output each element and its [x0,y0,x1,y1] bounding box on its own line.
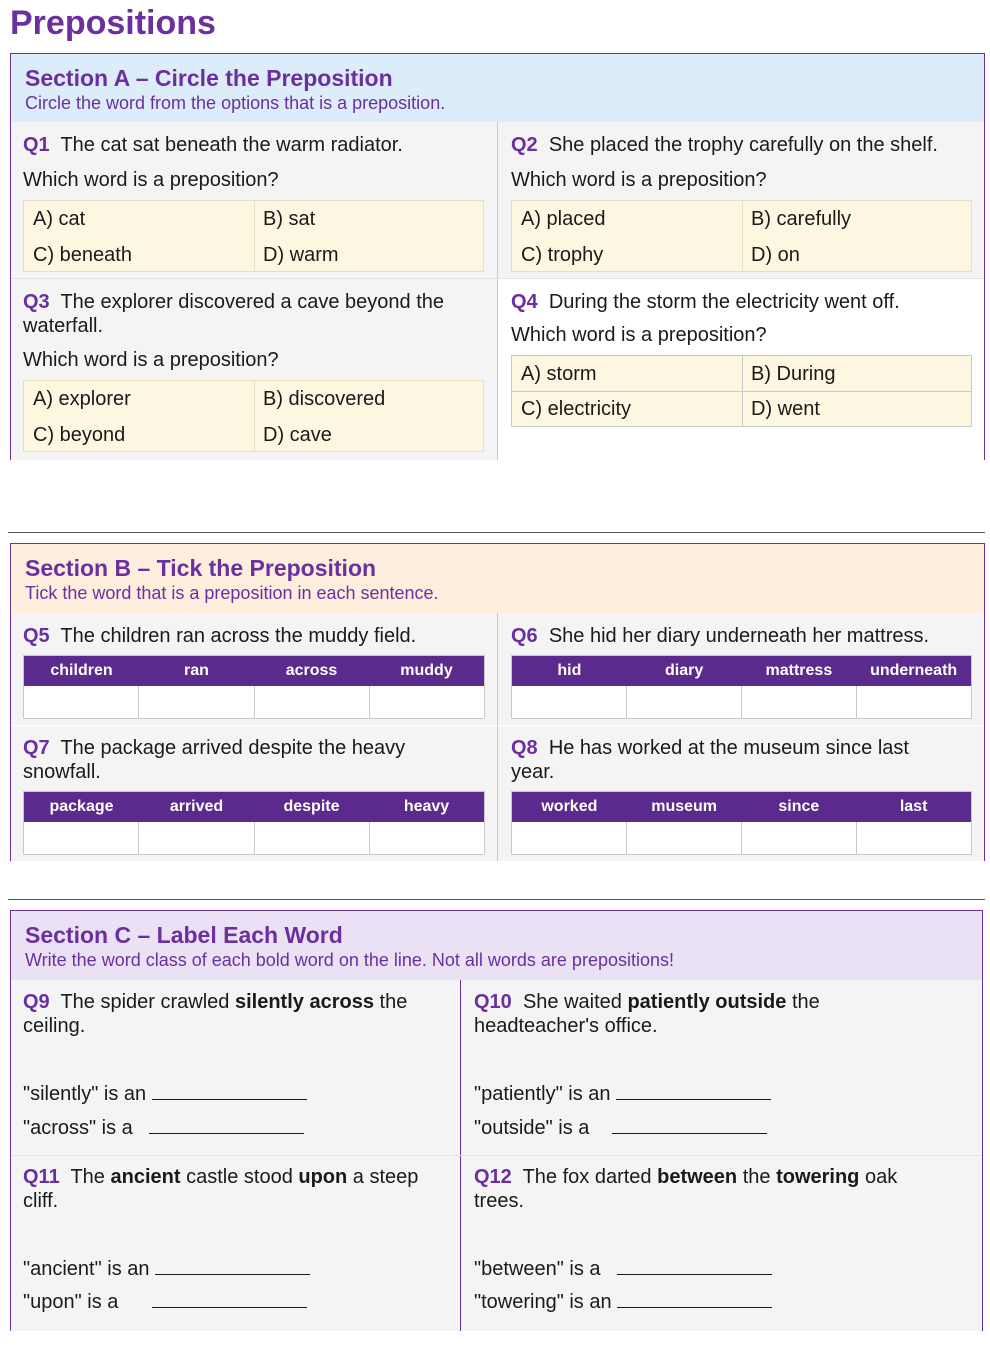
q2-options [511,200,972,272]
question-q5 [11,613,497,725]
q1-sentence: The cat sat beneath the warm radiator. [60,134,403,156]
q5-tick-table [23,655,485,719]
q12-label-line-1 [474,1257,772,1281]
q9-sentence-line [23,990,448,1038]
q7-tick-box-3[interactable] [255,822,370,854]
q9-label-2: "across" is a [23,1117,133,1139]
divider-a-b [8,532,985,533]
q10-answer-blank-2[interactable] [612,1116,767,1134]
q1-option-b[interactable]: B) sat [263,208,316,230]
question-q11 [11,1156,460,1331]
q9-answer-blank-2[interactable] [149,1116,304,1134]
q10-label-line-2 [474,1116,767,1140]
section-a-header [11,54,984,122]
q4-option-b[interactable]: B) During [751,363,836,385]
q4-number: Q4 [511,291,538,313]
q5-tick-box-4[interactable] [370,686,484,718]
q2-number: Q2 [511,134,538,156]
page-title: Prepositions [10,4,216,42]
q7-tick-box-4[interactable] [370,822,484,854]
q3-option-d[interactable]: D) cave [263,424,332,446]
q10-bold-word-2: outside [715,991,787,1013]
q4-option-a[interactable]: A) storm [521,363,597,385]
q7-word-4: heavy [403,798,450,815]
q4-options [511,355,972,427]
section-c-header [11,911,982,980]
q2-option-c[interactable]: C) trophy [521,244,604,266]
q4-sentence: During the storm the electricity went off. [548,291,900,313]
q11-label-line-1 [23,1257,310,1281]
q11-label-line-2 [23,1290,307,1314]
q8-sentence: He has worked at the museum since last year. [511,737,909,783]
q9-label-line-1 [23,1082,307,1106]
q2-option-d[interactable]: D) on [751,244,800,266]
q12-text-3: oak trees. [474,1166,898,1212]
q7-tick-table [23,791,485,855]
q3-prompt: Which word is a preposition? [23,349,279,371]
q3-sentence: The explorer discovered a cave beyond the waterfall. [23,291,445,337]
q10-label-1: "patiently" is an [474,1083,611,1105]
q12-number: Q12 [474,1166,512,1188]
q6-word-2: diary [665,662,704,679]
q10-text-3: the headteacher's office. [474,991,820,1037]
divider-b-c [8,899,985,900]
q7-number: Q7 [23,737,50,759]
section-a-title: Section A – Circle the Preposition [25,65,393,91]
q11-answer-blank-1[interactable] [155,1257,310,1275]
q7-tick-box-2[interactable] [139,822,254,854]
q11-text-3: a steep cliff. [23,1166,419,1212]
q6-word-4: underneath [870,662,958,679]
section-c [10,910,983,1331]
q9-bold-word-1: silently [234,991,304,1013]
q9-answer-blank-1[interactable] [152,1082,307,1100]
q9-label-line-2 [23,1116,304,1140]
section-b-title: Section B – Tick the Preposition [25,555,377,581]
q6-tick-box-3[interactable] [742,686,857,718]
q11-label-2: "upon" is a [23,1291,119,1313]
q10-number: Q10 [474,991,512,1013]
q6-tick-box-4[interactable] [857,686,971,718]
q7-tick-box-1[interactable] [24,822,139,854]
section-b-header [11,544,984,613]
q2-option-a[interactable]: A) placed [521,208,606,230]
q12-answer-blank-2[interactable] [617,1290,772,1308]
section-a-subtitle: Circle the word from the options that is a preposition. [25,93,446,113]
section-b [10,543,985,861]
q11-bold-word-1: ancient [110,1166,181,1188]
q6-tick-box-2[interactable] [627,686,742,718]
q5-sentence: The children ran across the muddy field. [60,625,417,647]
q10-text-1: She waited [522,991,628,1013]
q8-sentence-line [511,736,951,784]
q10-bold-word-1: patiently [627,991,710,1013]
q4-sentence-line [511,290,979,314]
q12-text-1: The fox darted [522,1166,658,1188]
q11-sentence-line [23,1165,453,1213]
question-q7 [11,726,497,861]
q8-tick-box-2[interactable] [627,822,742,854]
q4-option-c[interactable]: C) electricity [521,398,632,420]
q2-sentence-line [511,133,979,157]
q1-option-c[interactable]: C) beneath [33,244,132,266]
q8-word-4: last [899,798,928,815]
q12-bold-word-2: towering [776,1166,860,1188]
question-q9 [11,980,460,1155]
q5-tick-box-3[interactable] [255,686,370,718]
q1-option-a[interactable]: A) cat [33,208,86,230]
q5-word-3: across [285,662,338,679]
q10-label-line-1 [474,1082,771,1106]
q6-sentence-line [511,624,979,648]
question-q3 [11,279,497,460]
question-q6 [498,613,984,725]
section-a [10,53,985,460]
q6-tick-box-1[interactable] [512,686,627,718]
q3-option-b[interactable]: B) discovered [263,388,386,410]
q4-option-d[interactable]: D) went [751,398,820,420]
section-c-title: Section C – Label Each Word [25,922,343,948]
q5-number: Q5 [23,625,50,647]
q3-number: Q3 [23,291,50,313]
q12-sentence-line [474,1165,934,1213]
q2-sentence: She placed the trophy carefully on the shelf. [548,134,938,156]
q9-text-3: the ceiling. [23,991,408,1037]
q3-option-c[interactable]: C) beyond [33,424,126,446]
q9-number: Q9 [23,991,50,1013]
q6-sentence: She hid her diary underneath her mattress. [548,625,930,647]
q6-word-3: mattress [765,662,833,679]
q2-option-b[interactable]: B) carefully [751,208,852,230]
question-q4 [498,279,984,460]
q12-bold-word-1: between [657,1166,738,1188]
q7-sentence: The package arrived despite the heavy snowfall. [23,737,406,783]
q11-number: Q11 [23,1166,60,1188]
section-c-subtitle: Write the word class of each bold word on the line. Not all words are prepositions! [25,950,674,970]
q3-sentence-line [23,290,485,338]
q7-word-3: despite [283,798,340,815]
q7-word-2: arrived [169,798,224,815]
section-b-subtitle: Tick the word that is a preposition in each sentence. [25,583,439,603]
q6-number: Q6 [511,625,538,647]
q1-prompt: Which word is a preposition? [23,169,279,191]
q9-label-1: "silently" is an [23,1083,147,1105]
q6-tick-table [511,655,972,719]
q8-tick-box-4[interactable] [857,822,971,854]
q7-word-1: package [49,798,114,815]
q5-word-1: children [50,662,113,679]
q9-text-1: The spider crawled [60,991,235,1013]
question-q8 [498,726,984,861]
q1-sentence-line [23,133,483,157]
q11-label-1: "ancient" is an [23,1258,150,1280]
q7-sentence-line [23,736,471,784]
question-q2 [498,122,984,278]
q12-text-2: the [737,1166,777,1188]
q8-word-3: since [778,798,820,815]
q8-tick-box-1[interactable] [512,822,627,854]
q10-sentence-line [474,990,914,1038]
q9-bold-word-2: across [309,991,374,1013]
q5-tick-box-2[interactable] [139,686,254,718]
q12-label-2: "towering" is an [474,1291,612,1313]
q5-tick-box-1[interactable] [24,686,139,718]
q8-number: Q8 [511,737,538,759]
q4-prompt: Which word is a preposition? [511,324,767,346]
q5-word-4: muddy [400,662,453,679]
q5-sentence-line [23,624,485,648]
q10-label-2: "outside" is a [474,1117,590,1139]
q11-bold-word-2: upon [298,1166,348,1188]
q10-answer-blank-1[interactable] [616,1082,771,1100]
q3-option-a[interactable]: A) explorer [33,388,131,410]
question-q1 [11,122,497,278]
q12-label-line-2 [474,1290,772,1314]
q12-label-1: "between" is a [474,1258,601,1280]
q5-word-2: ran [184,662,209,679]
q1-options [23,200,484,272]
q11-text-1: The [70,1166,111,1188]
q1-number: Q1 [23,134,50,156]
question-q10 [461,980,982,1155]
q8-tick-table [511,791,972,855]
q12-answer-blank-1[interactable] [617,1257,772,1275]
q8-word-1: worked [541,798,598,815]
question-q12 [461,1156,982,1331]
q6-word-1: hid [557,662,582,679]
q3-options [23,380,484,452]
q8-tick-box-3[interactable] [742,822,857,854]
q2-prompt: Which word is a preposition? [511,169,767,191]
q11-text-2: castle stood [180,1166,299,1188]
q1-option-d[interactable]: D) warm [263,244,339,266]
q8-word-2: museum [651,798,718,815]
q11-answer-blank-2[interactable] [152,1290,307,1308]
